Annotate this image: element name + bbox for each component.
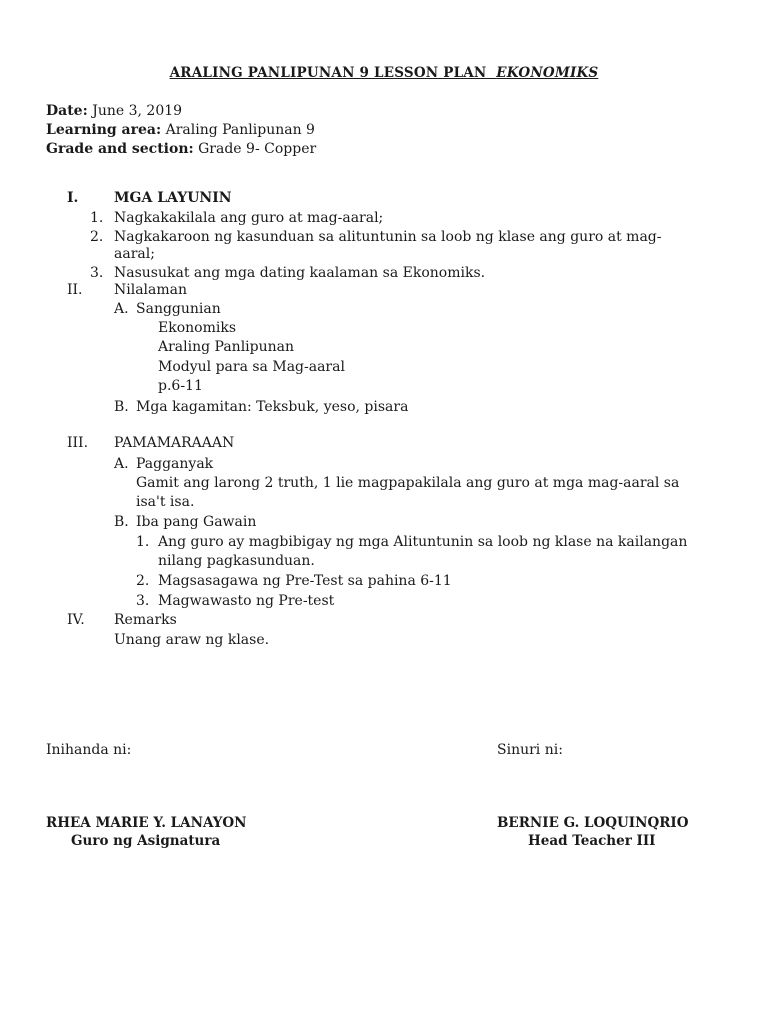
learning-area-label: Learning area: xyxy=(46,122,162,138)
section3-a-title: Pagganyak xyxy=(136,456,214,472)
learning-area-value: Araling Panlipunan 9 xyxy=(165,122,315,138)
activity-1-text-line2: nilang pagkasunduan. xyxy=(158,553,315,569)
objective-1-text: Nagkakakilala ang guro at mag-aaral; xyxy=(114,210,384,226)
remarks-text: Unang araw ng klase. xyxy=(114,632,270,648)
section3-title: PAMAMARAAAN xyxy=(114,435,235,451)
objective-2-text-line1: Nagkakaroon ng kasunduan sa alituntunin sa loob ng klase ang guro at mag- xyxy=(114,229,662,245)
objective-2-text-line2: aaral; xyxy=(114,246,155,262)
section1-title: MGA LAYUNIN xyxy=(114,190,232,206)
section2-b-text: Mga kagamitan: Teksbuk, yeso, pisara xyxy=(136,399,409,415)
activity-3-text: Magwawasto ng Pre-test xyxy=(158,593,335,609)
reference-1: Ekonomiks xyxy=(158,320,236,336)
section3-a-number: A. xyxy=(114,456,129,472)
section3-a-text-line2: isa't isa. xyxy=(136,494,195,510)
date-label: Date: xyxy=(46,103,88,119)
section3-number: III. xyxy=(67,435,89,451)
grade-section-value: Grade 9- Copper xyxy=(198,141,317,157)
section2-number: II. xyxy=(67,282,83,298)
section2-title: Nilalaman xyxy=(114,282,188,298)
prepared-by-label: Inihanda ni: xyxy=(46,742,132,758)
reviewer-name: BERNIE G. LOQUINQRIO xyxy=(497,815,689,831)
title-underline xyxy=(170,65,599,81)
section3-b-title: Iba pang Gawain xyxy=(136,514,257,530)
section3-a-text-line1: Gamit ang larong 2 truth, 1 lie magpapakilala ang guro at mga mag-aaral sa xyxy=(136,475,680,491)
activity-2-number: 2. xyxy=(136,573,150,589)
objective-3-number: 3. xyxy=(90,265,104,281)
reference-2: Araling Panlipunan xyxy=(158,339,295,355)
checked-by-label: Sinuri ni: xyxy=(497,742,563,758)
section4-title: Remarks xyxy=(114,612,177,628)
section2-a-number: A. xyxy=(114,301,129,317)
activity-1-text-line1: Ang guro ay magbibigay ng mga Alituntunin sa loob ng klase na kailangan xyxy=(158,534,688,550)
activity-3-number: 3. xyxy=(136,593,150,609)
objective-1-number: 1. xyxy=(90,210,104,226)
grade-section-label: Grade and section: xyxy=(46,141,194,157)
title-main: ARALING PANLIPUNAN 9 LESSON PLAN xyxy=(169,65,487,81)
section4-number: IV. xyxy=(67,612,85,628)
reference-3: Modyul para sa Mag-aaral xyxy=(158,359,345,375)
title-subject: EKONOMIKS xyxy=(496,65,599,81)
preparer-role: Guro ng Asignatura xyxy=(71,833,221,849)
section2-a-title: Sanggunian xyxy=(136,301,221,317)
objective-2-number: 2. xyxy=(90,229,104,245)
document-title xyxy=(0,64,768,83)
date-line xyxy=(46,102,182,121)
grade-section-line xyxy=(46,140,316,159)
activity-2-text: Magsasagawa ng Pre-Test sa pahina 6-11 xyxy=(158,573,452,589)
objective-3-text: Nasusukat ang mga dating kaalaman sa Ekonomiks. xyxy=(114,265,486,281)
date-value: June 3, 2019 xyxy=(92,103,183,119)
reference-4: p.6-11 xyxy=(158,378,203,394)
section2-b-number: B. xyxy=(114,399,129,415)
learning-area-line xyxy=(46,121,315,140)
preparer-name: RHEA MARIE Y. LANAYON xyxy=(46,815,247,831)
activity-1-number: 1. xyxy=(136,534,150,550)
section1-number: I. xyxy=(67,190,79,206)
section3-b-number: B. xyxy=(114,514,129,530)
reviewer-role: Head Teacher III xyxy=(528,833,656,849)
